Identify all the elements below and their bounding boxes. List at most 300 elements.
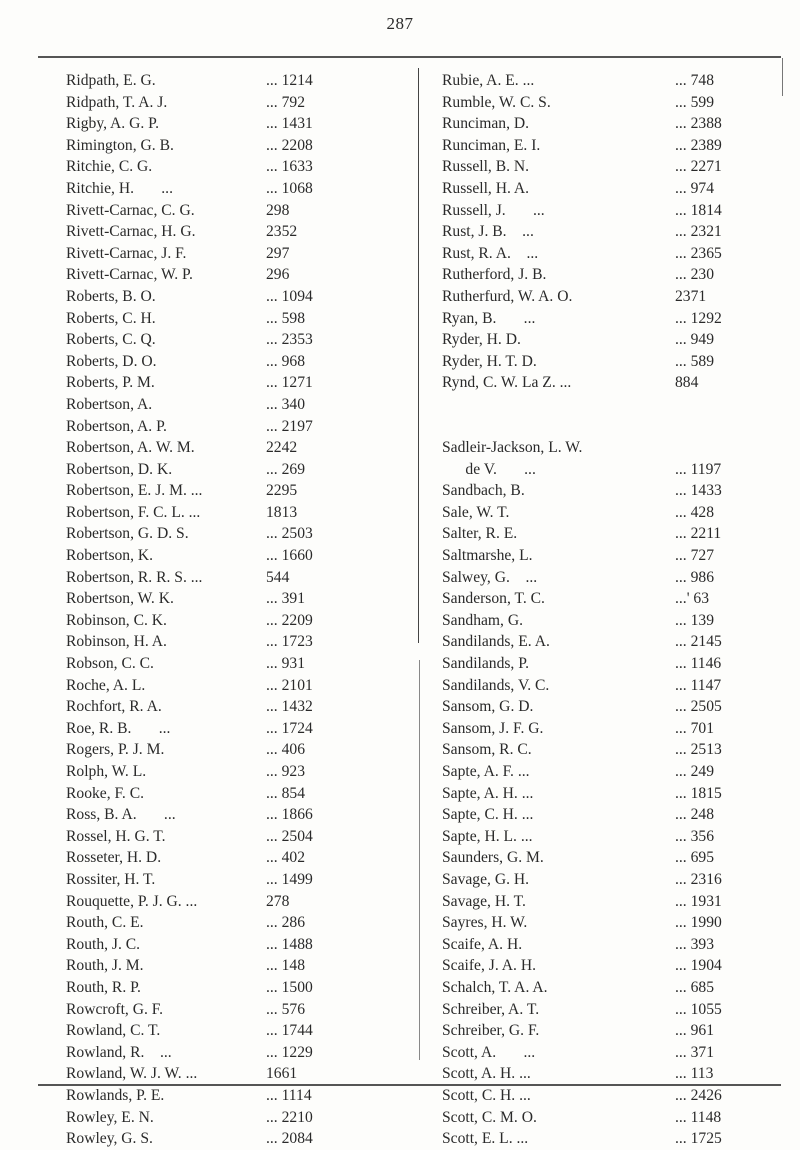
entry-page-number: ... 406 [266,741,305,759]
entry-page-number: ... 2321 [675,223,722,241]
entry-name: Schreiber, A. T. [442,1000,540,1018]
index-entry [442,372,762,394]
entry-name: Salter, R. E. [442,525,518,543]
entry-page-number: ... 1723 [266,633,313,651]
entry-page-number: 1813 [266,503,298,521]
index-entry [442,891,762,913]
entry-name: Scott, A. ... [442,1043,536,1061]
index-entry [66,70,396,92]
entry-name: Rowland, C. T. [66,1022,161,1040]
index-entry [66,1128,396,1150]
index-entry [442,631,762,653]
entry-page-number: ... 2209 [266,611,313,629]
index-entry [442,480,762,502]
index-entry [66,847,396,869]
index-entry [442,178,762,200]
entry-name: Ryder, H. T. D. [442,352,537,370]
entry-page-number: ... 393 [675,935,714,953]
entry-name: Sandilands, E. A. [442,633,550,651]
index-entry [66,631,396,653]
entry-name: Roberts, P. M. [66,374,155,392]
left-column [66,70,396,1150]
index-entry [442,243,762,265]
entry-page-number: ... 2316 [675,870,722,888]
index-entry [442,588,762,610]
entry-name: Rolph, W. L. [66,763,147,780]
entry-page-number: ...' 63 [675,590,709,608]
entry-page-number: ... 2271 [675,158,722,176]
entry-page-number: ... 701 [675,719,714,737]
entry-page-number: ... 1271 [266,374,313,392]
entry-page-number: ... 391 [266,590,305,608]
index-entry [442,113,762,135]
entry-page-number: ... 2503 [266,525,313,543]
index-entry [442,1020,762,1042]
entry-page-number: ... 974 [675,179,714,197]
index-entry [442,437,762,459]
entry-page-number: ... 2353 [266,331,313,349]
entry-page-number: ... 931 [266,655,305,673]
entry-page-number: ... 1094 [266,287,313,305]
entry-page-number: ... 148 [266,957,305,975]
index-entry [66,92,396,114]
entry-name: Sapte, H. L. ... [442,827,533,845]
index-entry [66,588,396,610]
index-entry [66,135,396,157]
entry-page-number: ... 1114 [266,1086,312,1104]
index-entry [66,502,396,524]
entry-name: Roberts, C. Q. [66,331,156,349]
index-entry [442,221,762,243]
entry-name: Sansom, R. C. [442,741,532,759]
entry-page-number: ... 1724 [266,719,313,737]
entry-name: Russell, J. ... [442,201,545,219]
entry-name: Routh, R. P. [66,978,141,996]
entry-page-number: 2371 [675,287,707,305]
entry-name: Rumble, W. C. S. [442,93,551,111]
index-entry [66,200,396,222]
entry-page-number: ... 1147 [675,676,722,694]
entry-name: Sandilands, P. [442,655,530,673]
entry-page-number: ... 269 [266,460,305,478]
entry-page-number: ... 1433 [675,482,722,500]
entry-name: Roche, A. L. [66,676,146,694]
entry-name: Robertson, A. [66,395,153,413]
entry-page-number: ... 249 [675,763,714,780]
index-entry [66,718,396,740]
index-entry [442,502,762,524]
entry-name: Ross, B. A. ... [66,806,176,824]
entry-name: Scott, E. L. ... [442,1130,529,1148]
entry-name: Sayres, H. W. [442,914,528,932]
entry-name: Russell, H. A. [442,179,530,197]
entry-page-number: 544 [266,568,290,586]
entry-page-number: ... 1292 [675,309,722,327]
entry-page-number: ... 2505 [675,698,722,716]
entry-page-number: ... 685 [675,978,714,996]
entry-page-number: 297 [266,244,290,262]
entry-page-number: ... 1214 [266,72,313,89]
entry-name: Roberts, B. O. [66,287,156,305]
index-entry [66,653,396,675]
entry-page-number: ... 961 [675,1022,714,1040]
entry-name: Sansom, G. D. [442,698,534,716]
entry-page-number: ... 923 [266,763,305,780]
entry-page-number: ... 1815 [675,784,722,802]
entry-name: Runciman, E. I. [442,136,541,154]
index-entry [442,653,762,675]
index-entry [442,459,762,481]
entry-page-number: ... 371 [675,1043,714,1061]
entry-page-number: 2352 [266,223,298,241]
entry-page-number: ... 2426 [675,1086,722,1104]
index-entry [66,869,396,891]
entry-page-number: ... 854 [266,784,305,802]
index-entry [66,891,396,913]
entry-name: Sandham, G. [442,611,523,629]
entry-page-number: ... 356 [675,827,714,845]
entry-page-number: 296 [266,266,290,284]
entry-page-number: ... 727 [675,547,714,565]
index-entry [442,286,762,308]
index-entry [442,718,762,740]
index-entry [442,1042,762,1064]
index-entry [442,200,762,222]
entry-page-number: ... 230 [675,266,714,284]
entry-name: Scaife, J. A. H. [442,957,536,975]
entry-name: Runciman, D. [442,115,530,133]
index-entry [66,243,396,265]
index-entry [442,567,762,589]
index-entry [442,416,762,438]
index-entry [66,999,396,1021]
index-entry [66,286,396,308]
entry-name: Rowcroft, G. F. [66,1000,164,1018]
entry-name: Rutherfurd, W. A. O. [442,287,573,305]
index-entry [442,1063,762,1085]
entry-page-number: ... 248 [675,806,714,824]
entry-name: Rowland, R. ... [66,1043,172,1061]
entry-name: Robertson, D. K. [66,460,173,478]
index-entry [66,523,396,545]
entry-name: Salwey, G. ... [442,568,538,586]
index-entry [66,934,396,956]
entry-name: Rynd, C. W. La Z. ... [442,374,572,392]
entry-name: Robinson, H. A. [66,633,167,651]
entry-page-number: ... 949 [675,331,714,349]
entry-page-number: ... 2365 [675,244,722,262]
entry-name: Sanderson, T. C. [442,590,545,608]
entry-page-number: ... 748 [675,72,714,89]
entry-name: Sandilands, V. C. [442,676,550,694]
index-entry [442,329,762,351]
entry-name: Robertson, F. C. L. ... [66,503,201,521]
entry-name: Ridpath, E. G. [66,72,156,89]
entry-page-number: ... 1055 [675,1000,722,1018]
entry-name: Sapte, C. H. ... [442,806,534,824]
entry-name: Ritchie, C. G. [66,158,153,176]
entry-page-number: 2295 [266,482,298,500]
index-entry [442,739,762,761]
entry-name: Rogers, P. J. M. [66,741,165,759]
entry-name: Robertson, A. W. M. [66,439,195,457]
index-entry [442,955,762,977]
entry-name: Scott, C. H. ... [442,1086,531,1104]
index-entry [442,761,762,783]
entry-page-number: ... 2513 [675,741,722,759]
index-entry [442,610,762,632]
entry-name: Roberts, C. H. [66,309,156,327]
entry-page-number: ... 2084 [266,1130,313,1148]
entry-page-number: ... 1633 [266,158,313,176]
index-entry [66,955,396,977]
index-entry [66,416,396,438]
entry-page-number: ... 340 [266,395,305,413]
entry-name: Rowley, E. N. [66,1108,154,1126]
entry-name: Rust, J. B. ... [442,223,534,241]
entry-page-number: 1661 [266,1065,298,1083]
entry-name: Robertson, K. [66,547,154,565]
entry-page-number: ... 1229 [266,1043,313,1061]
index-entry [442,675,762,697]
entry-page-number: ... 589 [675,352,714,370]
entry-name: Rivett-Carnac, W. P. [66,266,193,284]
entry-page-number: 278 [266,892,290,910]
index-entry [442,394,762,416]
index-entry [66,912,396,934]
entry-page-number: ... 1990 [675,914,722,932]
column-divider [418,68,419,643]
index-entry [66,329,396,351]
entry-name: Roe, R. B. ... [66,719,171,737]
entry-name: Sapte, A. F. ... [442,763,530,780]
index-entry [66,308,396,330]
entry-page-number: ... 2388 [675,115,722,133]
entry-name: Rivett-Carnac, J. F. [66,244,187,262]
index-entry [66,1085,396,1107]
entry-page-number: ... 695 [675,849,714,867]
entry-page-number: ... 139 [675,611,714,629]
entry-name: Saunders, G. M. [442,849,544,867]
index-entry [442,1085,762,1107]
entry-page-number: ... 1197 [675,460,722,478]
index-entry [442,135,762,157]
index-entry [442,912,762,934]
entry-name: Ritchie, H. ... [66,179,173,197]
entry-name: Schalch, T. A. A. [442,978,548,996]
index-entry [66,351,396,373]
entry-name: Rossel, H. G. T. [66,827,166,845]
entry-name: Rust, R. A. ... [442,244,539,262]
index-entry [442,70,762,92]
entry-name: Sadleir-Jackson, L. W. [442,439,583,457]
entry-name: Routh, J. C. [66,935,141,953]
index-entry [442,847,762,869]
entry-name: Routh, C. E. [66,914,144,932]
entry-page-number: ... 1068 [266,179,313,197]
entry-name: Scott, C. M. O. [442,1108,537,1126]
index-entry [442,1107,762,1129]
entry-page-number: 884 [675,374,699,392]
entry-name: Robertson, W. K. [66,590,174,608]
index-entry [66,1020,396,1042]
entry-name: Sale, W. T. [442,503,510,521]
index-entry [66,545,396,567]
entry-page-number: ... 1488 [266,935,313,953]
entry-page-number: ... 1866 [266,806,313,824]
entry-page-number: ... 598 [266,309,305,327]
entry-page-number: ... 1500 [266,978,313,996]
entry-page-number: ... 986 [675,568,714,586]
entry-name: Rouquette, P. J. G. ... [66,892,198,910]
index-entry [442,783,762,805]
index-entry [66,675,396,697]
entry-page-number: ... 2145 [675,633,722,651]
entry-name: Ryan, B. ... [442,309,536,327]
entry-page-number: ... 286 [266,914,305,932]
entry-page-number: ... 2504 [266,827,313,845]
entry-name: Rowland, W. J. W. ... [66,1065,198,1083]
entry-name: Ryder, H. D. [442,331,521,349]
index-entry [442,934,762,956]
entry-name: Sansom, J. F. G. [442,719,544,737]
entry-name: Rubie, A. E. ... [442,72,535,89]
index-entry [442,156,762,178]
entry-page-number: ... 1931 [675,892,722,910]
index-entry [66,264,396,286]
entry-page-number: ... 113 [675,1065,714,1083]
entry-name: Rowley, G. S. [66,1130,153,1148]
index-entry [442,999,762,1021]
entry-page-number: ... 599 [675,93,714,111]
entry-name: Schreiber, G. F. [442,1022,540,1040]
entry-page-number: ... 1814 [675,201,722,219]
entry-name: Scott, A. H. ... [442,1065,531,1083]
entry-page-number: ... 576 [266,1000,305,1018]
entry-name: Robson, C. C. [66,655,154,673]
entry-page-number: ... 428 [675,503,714,521]
entry-name: Rosseter, H. D. [66,849,162,867]
entry-page-number: ... 1148 [675,1108,722,1126]
index-entry [66,372,396,394]
index-entry [66,567,396,589]
index-entry [442,92,762,114]
column-divider-lower [419,660,420,1060]
page-number: 287 [386,14,414,33]
index-entry [66,739,396,761]
entry-name: Rossiter, H. T. [66,870,156,888]
index-entry [66,459,396,481]
index-entry [442,351,762,373]
index-entry [442,804,762,826]
index-entry [66,113,396,135]
entry-name: Rigby, A. G. P. [66,115,160,133]
entry-page-number: ... 1431 [266,115,313,133]
index-entry [442,523,762,545]
index-entry [66,696,396,718]
index-entry [66,437,396,459]
entry-page-number: ... 2210 [266,1108,313,1126]
index-entry [442,264,762,286]
entry-name: Robertson, R. R. S. ... [66,568,203,586]
entry-name: Saltmarshe, L. [442,547,533,565]
index-entry [66,610,396,632]
index-entry [442,696,762,718]
entry-name: Savage, G. H. [442,870,530,888]
index-entry [442,545,762,567]
index-entry [442,1128,762,1150]
index-entry [66,178,396,200]
entry-name: Rutherford, J. B. [442,266,547,284]
entry-name: Sapte, A. H. ... [442,784,534,802]
entry-page-number: ... 1432 [266,698,313,716]
entry-page-number: 298 [266,201,290,219]
entry-name: Rivett-Carnac, C. G. [66,201,195,219]
entry-name: Savage, H. T. [442,892,526,910]
entry-page-number: ... 792 [266,93,305,111]
index-entry [66,826,396,848]
entry-name: Roberts, D. O. [66,352,157,370]
entry-name: Rochfort, R. A. [66,698,162,716]
index-entry [66,804,396,826]
entry-name: Scaife, A. H. [442,935,523,953]
entry-name: Robertson, A. P. [66,417,167,435]
entry-name: Ridpath, T. A. J. [66,93,168,111]
entry-name: Sandbach, B. [442,482,525,500]
index-entry [66,394,396,416]
entry-name: Robertson, G. D. S. [66,525,189,543]
entry-page-number: ... 2101 [266,676,313,694]
entry-page-number: ... 1744 [266,1022,313,1040]
entry-name: Routh, J. M. [66,957,144,975]
index-entry [442,869,762,891]
entry-name: Rooke, F. C. [66,784,145,802]
entry-name: Rimington, G. B. [66,136,174,154]
index-entry [66,1063,396,1085]
entry-page-number: ... 2208 [266,136,313,154]
entry-page-number: ... 2389 [675,136,722,154]
index-entry [442,308,762,330]
entry-name: Rivett-Carnac, H. G. [66,223,196,241]
right-column [442,70,762,1150]
entry-name: de V. ... [442,460,536,478]
index-entry [66,761,396,783]
index-entry [442,977,762,999]
entry-page-number: ... 1660 [266,547,313,565]
entry-name: Robertson, E. J. M. ... [66,482,203,500]
entry-page-number: ... 1725 [675,1130,722,1148]
entry-page-number: ... 2211 [675,525,722,543]
index-entry [66,783,396,805]
index-entry [66,977,396,999]
entry-page-number: ... 402 [266,849,305,867]
entry-page-number: ... 1904 [675,957,722,975]
index-entry [66,221,396,243]
index-entry [66,1107,396,1129]
index-entry [442,826,762,848]
entry-name: Robinson, C. K. [66,611,167,629]
entry-page-number: 2242 [266,439,298,457]
index-entry [66,156,396,178]
entry-name: Russell, B. N. [442,158,530,176]
entry-page-number: ... 1499 [266,870,313,888]
entry-page-number: ... 968 [266,352,305,370]
index-entry [66,480,396,502]
index-entry [66,1042,396,1064]
entry-name: Rowlands, P. E. [66,1086,165,1104]
entry-page-number: ... 1146 [675,655,722,673]
entry-page-number: ... 2197 [266,417,313,435]
